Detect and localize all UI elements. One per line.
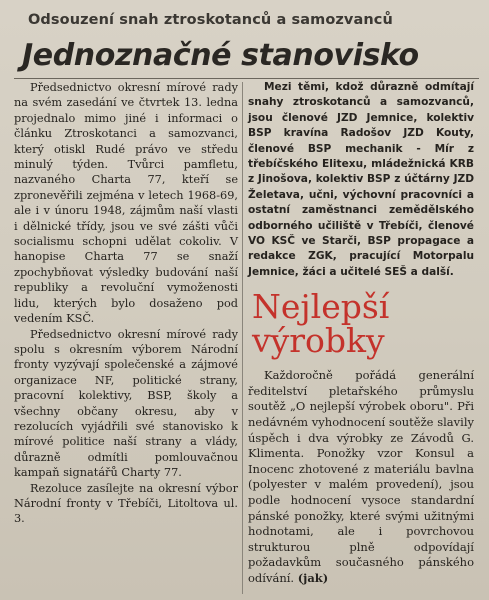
sidebar-body-text: Každoročně pořádá generální ředitelství pletařského průmyslu soutěž „O nejlepší výrobek oboru". Při nedávném vyhodnocení soutěže slavily úspěch i dva výrobky ze Závodů G. Klimenta. Ponožky vzor Konsul a Inocenc zhotovené z materiálu bavlna (polyester v malém provedení), jsou podle hodnocení vysoce standardní pánské ponožky, které svými užitnými hodnotami, ale i povrchovou strukturou plně odpovídají požadavkům současného pánského odívání. — [248, 368, 474, 585]
article-paragraph-1: Předsednictvo okresní mírové rady na svém zasedání ve čtvrtek 13. ledna projednalo mimo jiné i informaci o článku Ztroskotanci a samozvanci, který otiskl Rudé právo ve středu minulý týden. Tvůrci pamfletu, nazvaného Charta 77, kteří se zpronevěřili zejména v letech 1968-69, ale i v únoru 1948, zájmům naší vlasti i dělnické třídy, jsou ve své zášti vůči socialismu schopni udělat cokoliv. V hanopise Charta 77 se snaží zpochybňovat výsledky budování naší republiky a revoluční vymoženosti lidu, kterých bylo dosaženo pod vedením KSČ. — [14, 81, 238, 326]
sidebar-body — [248, 368, 474, 586]
sidebar-headline: Nejlepší výrobky — [252, 287, 390, 361]
sidebar-signature: (jak) — [297, 571, 329, 585]
article-column-left — [14, 80, 238, 527]
article-kicker: Odsouzení snah ztroskotanců a samozvanců — [28, 12, 393, 28]
article-headline: Jednoznačné stanovisko — [22, 38, 419, 73]
column-divider — [242, 82, 243, 594]
article-paragraph-2: Předsednictvo okresní mírové rady spolu s okresním výborem Národní fronty vyzývají společenské a zájmové organizace NF, politické strany, pracovní kolektivy, BSP, školy a všechny občany okresu, aby v rezolucích vyjádřili své stanovisko k mírové politice naší strany a vlády, důrazně odmítli pomlouvačnou kampaň signatářů Charty 77. — [14, 327, 238, 480]
article-closing-paragraph: Mezi těmi, kdož důrazně odmítají snahy ztroskotanců a samozvanců, jsou členové JZD Jemnice, kolektiv BSP kravína Radošov JZD Kouty, členové BSP mechanik - Mír z třebíčského Elitexu, mládežnická KRB z Jinošova, kolektiv BSP z účtárny JZD Želetava, učni, výchovní pracovníci a ostatní zaměstnanci zemědělského odborného učiliště v Třebíči, členové VO KSČ ve Starči, BSP propagace a redakce ZGK, pracující Motorpalu Jemnice, žáci a učitelé SEŠ a další. — [248, 81, 474, 278]
headline-rule — [14, 78, 479, 79]
article-column-right — [248, 80, 474, 587]
article-paragraph-3: Rezoluce zasílejte na okresní výbor Národní fronty v Třebíči, Litoltova ul. 3. — [14, 481, 238, 526]
